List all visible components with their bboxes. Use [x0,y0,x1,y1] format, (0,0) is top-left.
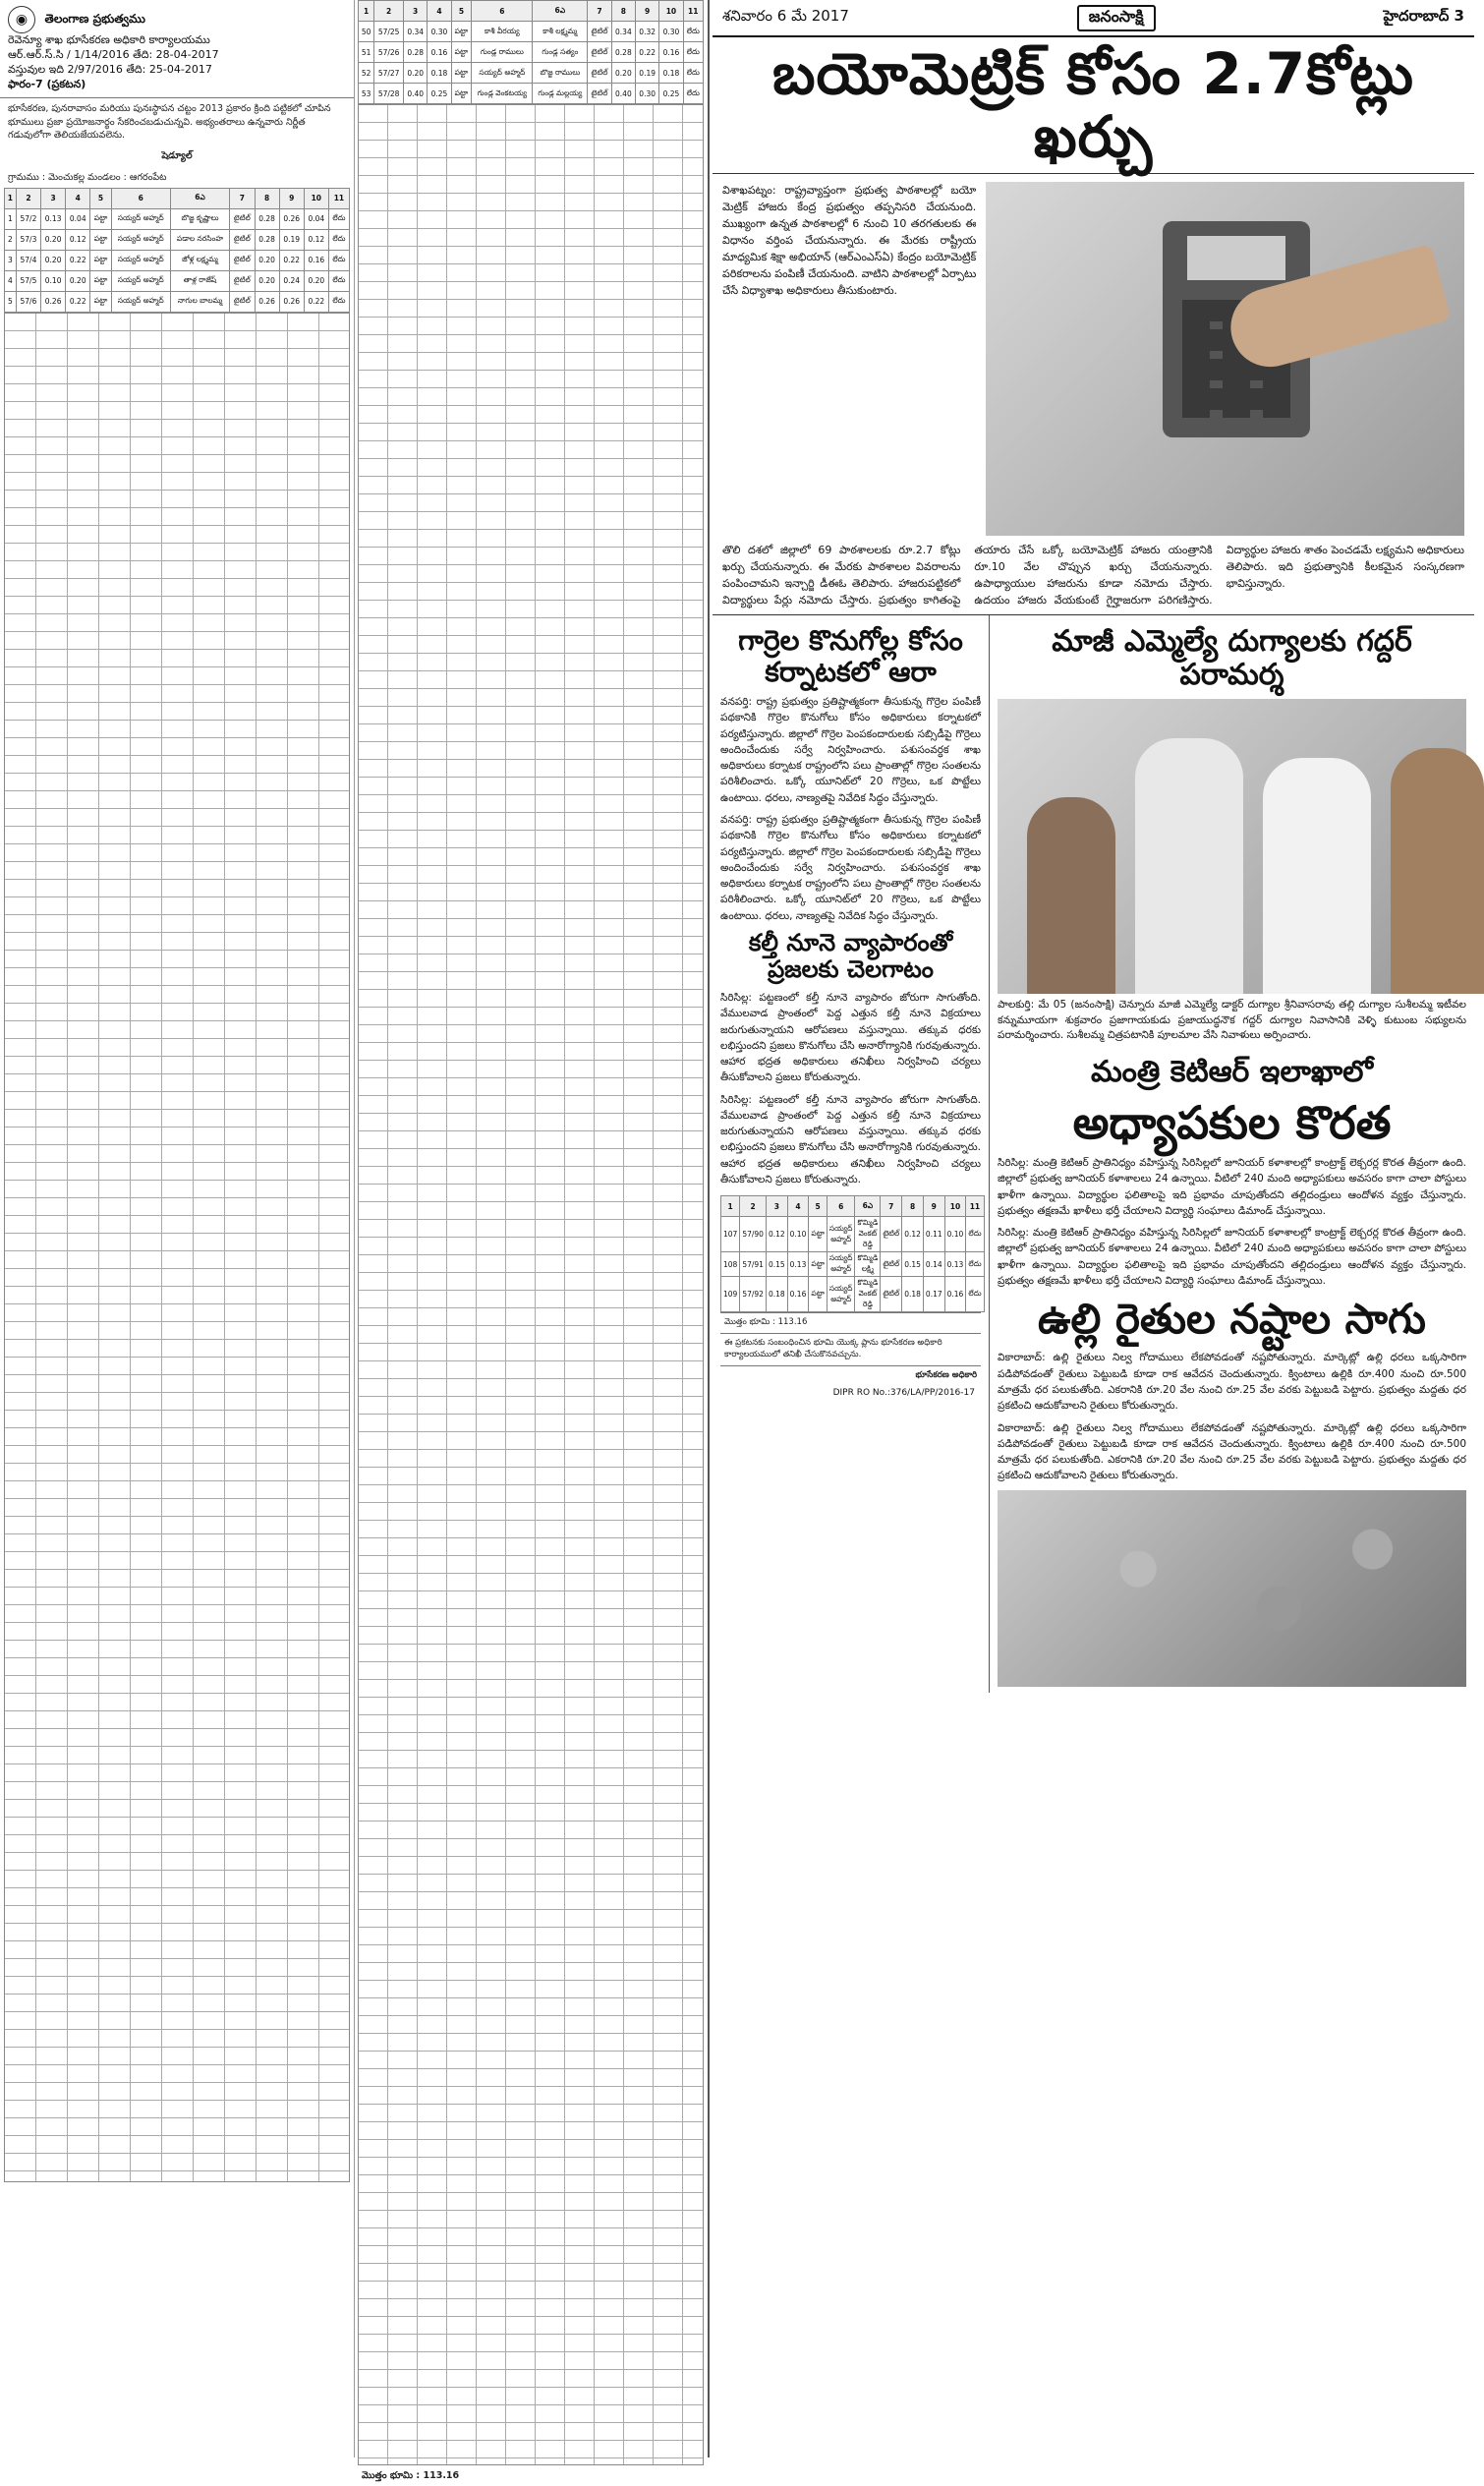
table-cell: గుండ్ల వెంకటయ్య [472,84,533,104]
table-cell: 57/92 [740,1277,767,1312]
col-header: 2 [16,188,40,208]
table-cell: టైటిల్ [230,229,255,250]
table-cell: పట్టా [451,84,472,104]
person-image [1263,758,1371,994]
col-header: 1 [5,188,17,208]
table-cell: 0.20 [404,63,428,84]
signature: భూసేకరణ అధికారి [720,1365,981,1386]
dipr-number: DIPR RO No.:376/LA/PP/2016-17 [832,1387,975,1398]
notice-header [0,0,354,98]
table-cell: 0.15 [766,1252,787,1277]
table-row [5,229,350,250]
table-cell: టైటిల్ [588,84,611,104]
story-teachers-headline-a: మంత్రి కెటిఆర్ ఇలాఖాలో [1090,1055,1374,1090]
table-cell: సయ్యద్ అహ్మద్ [827,1277,855,1312]
table-cell: 0.22 [304,291,328,312]
lower-right-column [990,615,1474,1693]
table-cell: జోళ్ల లక్ష్మమ్మ [170,250,229,270]
table-cell: పట్టా [90,270,111,291]
table-cell: సయ్యద్ అహ్మద్ [111,291,170,312]
table-cell: 52 [359,63,374,84]
table-cell: టైటిల్ [230,208,255,229]
table-cell: 0.13 [944,1252,966,1277]
person-image [1027,797,1115,994]
table-cell: టైటిల్ [881,1217,902,1252]
table-row [5,270,350,291]
table-cell: 0.10 [787,1217,809,1252]
story-biometric-lead: విశాఖపట్నం: రాష్ట్రవ్యాప్తంగా ప్రభుత్వ పాఠశాలల్లో బయో మెట్రిక్ హాజరు కేంద్ర ప్రభుత్వం తప్పనిసరి చేయనుంది. ముఖ్యంగా ఉన్నత పాఠశాలల్లో 6 నుంచి 10 తరగతులకు ఈ విధానం వర్తింప చేయనున్నారు. ఈ మేరకు రాష్ట్రీయ మాధ్యమిక శిక్షా అభియాన్ (ఆర్ఎంఎస్ఏ) కేంద్రం బయోమెట్రిక్ పరికరాలను పంపిణీ చేయనుంది. వాటిని పాఠశాలల్లో ఏర్పాటు చేసే విధ్యాశాఖ అధికారులు తీసుకుంటారు. [722,183,977,297]
col-header: 7 [881,1196,902,1217]
table-cell: టైటిల్ [588,63,611,84]
table-cell: లేదు [683,84,703,104]
table-cell: లేదు [683,22,703,42]
table-cell: 0.20 [41,229,66,250]
table-cell: సయ్యద్ అహ్మద్ [111,208,170,229]
place-page-number: హైదరాబాద్ 3 [1383,7,1464,25]
table-cell: 0.19 [636,63,659,84]
table-cell: 0.18 [659,63,683,84]
onion-photo [998,1490,1466,1687]
table-cell: 0.12 [902,1217,924,1252]
story-onion-body: వికారాబాద్: ఉల్లి రైతులు నిల్వ గోదాములు లేకపోవడంతో నష్టపోతున్నారు. మార్కెట్లో ఉల్లి ధరలు ఒక్కసారిగా పడిపోవడంతో రైతులు పెట్టుబడి కూడా రాక ఆవేదన చెందుతున్నారు. క్వింటాలు ఉల్లికి రూ.400 నుంచి రూ.500 మాత్రమే ధర పలుకుతోంది. ఎకరానికి రూ.20 వేల నుంచి రూ.25 వేల వరకు పెట్టుబడి పెట్టారు. ప్రభుత్వం మద్దతు ధర ప్రకటించి ఆదుకోవాలని రైతులు కోరుతున్నారు. [998,1352,1466,1413]
table-cell: 0.18 [428,63,451,84]
table-cell: 50 [359,22,374,42]
lower-left-column [713,615,990,1693]
story-onion-body-cont: వికారాబాద్: ఉల్లి రైతులు నిల్వ గోదాములు లేకపోవడంతో నష్టపోతున్నారు. మార్కెట్లో ఉల్లి ధరలు ఒక్కసారిగా పడిపోవడంతో రైతులు పెట్టుబడి కూడా రాక ఆవేదన చెందుతున్నారు. క్వింటాలు ఉల్లికి రూ.400 నుంచి రూ.500 మాత్రమే ధర పలుకుతోంది. ఎకరానికి రూ.20 వేల నుంచి రూ.25 వేల వరకు పెట్టుబడి పెట్టారు. ప్రభుత్వం మద్దతు ధర ప్రకటించి ఆదుకోవాలని రైతులు కోరుతున్నారు. [998,1421,1466,1482]
table-cell: 0.12 [66,229,90,250]
table-cell: 108 [721,1252,740,1277]
col-header: 6 [472,1,533,22]
col-header: 6 [111,188,170,208]
table-cell: 0.28 [255,229,279,250]
col-header: 11 [328,188,349,208]
story-onion-headline: ఉల్లి రైతుల నష్టాల సాగు [1038,1295,1426,1344]
table-cell: లేదు [966,1217,984,1252]
table-cell: 0.34 [404,22,428,42]
table-row [5,250,350,270]
col-header: 3 [404,1,428,22]
table-cell: 57/25 [374,22,404,42]
col-header: 7 [230,188,255,208]
issue-date: శనివారం 6 మే 2017 [722,7,849,25]
table-cell: 57/26 [374,42,404,63]
table-row [359,22,704,42]
story-teachers-body: సిరిసిల్ల: మంత్రి కెటిఆర్ ప్రాతినిధ్యం వహిస్తున్న సిరిసిల్లలో జూనియర్ కళాశాలల్లో కాంట్రాక్ట్ లెక్చరర్ల కొరత తీవ్రంగా ఉంది. జిల్లాలో ప్రభుత్వ జూనియర్ కళాశాలలు 24 ఉన్నాయి. వీటిలో 240 మంది అధ్యాపకులు అవసరం కాగా చాలా పోస్టులు ఖాళీగా ఉన్నాయి. విద్యార్థుల ఫలితాలపై ఇది ప్రభావం చూపుతోందని తల్లిదండ్రులు ఆందోళన వ్యక్తం చేస్తున్నారు. ప్రభుత్వం తక్షణమే ఖాళీలు భర్తీ చేయాలని విద్యార్థి సంఘాలు డిమాండ్ చేస్తున్నాయి. [998,1157,1466,1217]
table-cell: 0.22 [66,250,90,270]
middle-table-continued [358,104,704,2465]
table-cell: పట్టా [451,22,472,42]
table-cell: 3 [5,250,17,270]
table-cell: పట్టా [90,291,111,312]
table-cell: బొజ్జ రాములు [533,63,588,84]
table-cell: సయ్యద్ అహ్మద్ [111,250,170,270]
middle-total: మొత్తం భూమి : 113.16 [362,2470,460,2481]
table-row [721,1217,985,1252]
table-cell: లేదు [683,42,703,63]
table-cell: లేదు [683,63,703,84]
table-cell: 57/28 [374,84,404,104]
table-cell: 0.40 [611,84,635,104]
story-biometric [713,174,1474,536]
table-cell: కాశీ వీరయ్య [472,22,533,42]
table-cell: 0.22 [279,250,304,270]
col-header: 3 [766,1196,787,1217]
middle-table [358,0,704,104]
col-header: 4 [66,188,90,208]
notice-ref: ఆర్.ఆర్.స్.సి / 1/14/2016 తేది: 28-04-2017 [8,47,219,61]
table-cell: 0.16 [944,1277,966,1312]
table-cell: 0.10 [944,1217,966,1252]
table-row [721,1252,985,1277]
col-header: 2 [740,1196,767,1217]
table-cell: పట్టా [809,1252,828,1277]
table-cell: 0.16 [659,42,683,63]
table-cell: 0.10 [41,270,66,291]
table-cell: 0.15 [902,1252,924,1277]
table-cell: టైటిల్ [588,22,611,42]
notice-table [4,188,350,313]
table-cell: 109 [721,1277,740,1312]
table-cell: లేదు [328,250,349,270]
table-cell: 0.28 [255,208,279,229]
table-cell: 57/27 [374,63,404,84]
table-cell: పట్టా [90,208,111,229]
table-cell: 0.25 [659,84,683,104]
table-cell: 0.04 [304,208,328,229]
table-cell: 57/90 [740,1217,767,1252]
col-header: 4 [787,1196,809,1217]
table-cell: 0.20 [304,270,328,291]
col-header: 6ఎ [855,1196,881,1217]
table-row [359,84,704,104]
table-cell: 53 [359,84,374,104]
story-sheep-body: వనపర్తి: రాష్ట్ర ప్రభుత్వం ప్రతిష్టాత్మకంగా తీసుకున్న గొర్రెల పంపిణీ పథకానికి గొర్రెల కొనుగోలు కోసం అధికారులు కర్నాటకలో పర్యటిస్తున్నారు. జిల్లాలో గొర్రెల పెంపకందారులకు సబ్సిడీపై గొర్రెలు అందించేందుకు సర్వే నిర్వహించారు. పశుసంవర్ధక శాఖ అధికారులు కర్నాటక రాష్ట్రంలోని పలు ప్రాంతాల్లో గొర్రెల సంతలను పరిశీలించారు. ఒక్కో యూనిట్‌లో 20 గొర్రెలు, ఒక పొట్టేలు ఉంటాయి. ధరలు, నాణ్యతపై నివేదిక సిద్ధం చేస్తున్నారు. [720,696,981,804]
col-header: 11 [966,1196,984,1217]
newspaper-page [713,0,1474,2457]
table-cell: 5 [5,291,17,312]
table-cell: 0.13 [787,1252,809,1277]
table-cell: 0.34 [611,22,635,42]
table-cell: 0.04 [66,208,90,229]
table-row [5,291,350,312]
story-teachers-headline-b: అధ్యాపకుల కొరత [1072,1095,1392,1149]
col-header: 8 [902,1196,924,1217]
table-cell: 57/4 [16,250,40,270]
table-cell: కాశీ లక్ష్మమ్మ [533,22,588,42]
table-cell: సయ్యద్ అహ్మద్ [827,1217,855,1252]
table-cell: 0.12 [766,1217,787,1252]
table-cell: 57/6 [16,291,40,312]
col-header: 5 [90,188,111,208]
table-cell: లేదు [328,229,349,250]
col-header: 9 [279,188,304,208]
table-cell: లేదు [966,1252,984,1277]
table-cell: 0.11 [923,1217,944,1252]
col-header: 11 [683,1,703,22]
table-cell: లేదు [328,291,349,312]
table-cell: 0.14 [923,1252,944,1277]
table-cell: 51 [359,42,374,63]
table-cell: టైటిల్ [230,250,255,270]
table-cell: 0.26 [279,291,304,312]
notice-dept: రెవెన్యూ శాఖ భూసేకరణ అధికారి కార్యాలయము [8,33,210,46]
col-header: 1 [721,1196,740,1217]
table-cell: పడాల నరసింహ [170,229,229,250]
table-row [359,42,704,63]
table-row [5,208,350,229]
biometric-device-photo [986,182,1464,536]
col-header: 5 [451,1,472,22]
table-cell: 0.24 [279,270,304,291]
table-row [359,63,704,84]
table-cell: లేదు [328,270,349,291]
table-cell: టైటిల్ [881,1277,902,1312]
table-cell: 0.30 [659,22,683,42]
col-header: 5 [809,1196,828,1217]
story-gaddar-caption: పాలకుర్తి: మే 05 (జనంసాక్షి) చెన్నూరు మాజీ ఎమ్మెల్యే డాక్టర్ దుగ్యాల శ్రీనివాసరావు తల్లి దుగ్యాల సుశీలమ్మ ఇటీవల కన్నుమూయగా శుక్రవారం ప్రజాగాయకుడు ప్రజాయుద్ధనౌక గద్దర్ దుగ్యాల నివాసానికి వెళ్ళి కుటుంబ సభ్యులను పరామర్శించారు. సుశీలమ్మ చిత్రపటానికి పూలమాల వేసి నివాళులు అర్పించారు. [998,998,1466,1042]
newspaper-logo: జనంసాక్షి [1077,5,1156,31]
table-cell: బొజ్జ కృష్ణాలు [170,208,229,229]
table-cell: టైటిల్ [588,42,611,63]
table-cell: కొమ్మిడి వెంకట్ రెడ్డి [855,1217,881,1252]
table-cell: 57/91 [740,1252,767,1277]
table-total: మొత్తం భూమి : 113.16 [720,1312,981,1333]
table-cell: 0.30 [428,22,451,42]
story-sheep-headline: గార్రెల కొనుగోల్ల కోసం కర్నాటకలో ఆరా [738,623,963,688]
table-cell: 0.28 [404,42,428,63]
table-cell: లేదు [966,1277,984,1312]
table-note: ఈ ప్రకటనకు సంబంధించిన భూమి యొక్క ప్లాను భూసేకరణ అధికారి కార్యాలయములో తనిఖీ చేసుకొనవచ్చును. [720,1333,981,1365]
table-cell: సయ్యద్ అహ్మద్ [111,270,170,291]
col-header: 10 [944,1196,966,1217]
story-biometric-continued: తొలి దశలో జిల్లాలో 69 పాఠశాలలకు రూ.2.7 కోట్లు ఖర్చు చేయనున్నారు. ఈ మేరకు పాఠశాలల వివరాలను పంపించామని ఇన్చార్జి డీఈఓ తెలిపారు. హాజరుపట్టికలో విద్యార్థులు పేర్లు నమోదు చేస్తారు. ప్రభుత్వం కాగితంపై తయారు చేసే ఒక్కో బయోమెట్రిక్ హాజరు యంత్రానికి రూ.10 వేల చొప్పున ఖర్చు చేయనున్నారు. ఉపాధ్యాయుల హాజరును కూడా నమోదు చేస్తారు. ఉదయం హాజరు వేయకుంటే గైర్హాజరుగా పరిగణిస్తారు. విద్యార్థుల హాజరు శాతం పెంచడమే లక్ష్యమని అధికారులు తెలిపారు. ఇది ప్రభుత్వానికి కీలకమైన సంస్కరణగా భావిస్తున్నారు. [713,536,1474,615]
notice-table-continued [4,313,350,2182]
col-header: 1 [359,1,374,22]
notice-subtitle: షెడ్యూల్ [161,150,193,162]
table-cell: 0.32 [636,22,659,42]
table-cell: 57/2 [16,208,40,229]
table-cell: 0.26 [279,208,304,229]
table-cell: టైటిల్ [230,270,255,291]
notice-govt: తెలంగాణ ప్రభుత్వము [44,12,145,26]
table-cell: 0.17 [923,1277,944,1312]
table-row [721,1277,985,1312]
table-cell: టైటిల్ [881,1252,902,1277]
table-cell: కొమ్మిడి వెంకట్ రెడ్డి [855,1277,881,1312]
col-header: 10 [304,188,328,208]
notice-form-title: ఫారం-7 (ప్రకటన) [8,77,86,90]
col-header: 2 [374,1,404,22]
table-cell: నాగుల బాలమ్మ [170,291,229,312]
col-header: 8 [611,1,635,22]
col-header: 6 [827,1196,855,1217]
story-oil-headline: కల్తీ నూనె వ్యాపారంతో ప్రజలకు చెలగాటం [748,928,953,984]
table-cell: పట్టా [451,63,472,84]
table-cell: 0.19 [279,229,304,250]
story-oil-body-cont: సిరిసిల్ల: పట్టణంలో కల్తీ నూనె వ్యాపారం జోరుగా సాగుతోంది. వేములవాడ ప్రాంతంలో పెద్ద ఎత్తున కల్తీ నూనె విక్రయాలు జరుగుతున్నాయని ఆరోపణలు వస్తున్నాయి. తక్కువ ధరకు లభిస్తుందని ప్రజలు కొనుగోలు చేసి అనారోగ్యానికి గురవుతున్నారు. ఆహార భద్రత అధికారులు తనిఖీలు నిర్వహించి చర్యలు తీసుకోవాలని ప్రజలు కోరుతున్నారు. [720,1093,981,1185]
table-cell: 0.22 [636,42,659,63]
table-cell: 0.20 [611,63,635,84]
table-cell: 0.12 [304,229,328,250]
gazette-table-middle [354,0,710,2481]
table-cell: పట్టా [809,1217,828,1252]
table-cell: 0.20 [66,270,90,291]
gaddar-photo [998,699,1466,994]
table-cell: 0.28 [611,42,635,63]
table-cell: 0.20 [255,250,279,270]
col-header: 3 [41,188,66,208]
state-emblem-icon: ◉ [8,6,35,33]
lower-section [713,615,1474,1693]
col-header: 4 [428,1,451,22]
table-cell: గుండ్ల సత్యం [533,42,588,63]
table-cell: 0.16 [787,1277,809,1312]
col-header: 9 [636,1,659,22]
table-cell: సయ్యద్ అహ్మద్ [827,1252,855,1277]
continued-land-table [720,1195,985,1312]
masthead [713,0,1474,37]
gazette-notice-left [0,0,355,2457]
story-sheep-body-cont: వనపర్తి: రాష్ట్ర ప్రభుత్వం ప్రతిష్టాత్మకంగా తీసుకున్న గొర్రెల పంపిణీ పథకానికి గొర్రెల కొనుగోలు కోసం అధికారులు కర్నాటకలో పర్యటిస్తున్నారు. జిల్లాలో గొర్రెల పెంపకందారులకు సబ్సిడీపై గొర్రెలు అందించేందుకు సర్వే నిర్వహించారు. పశుసంవర్ధక శాఖ అధికారులు కర్నాటక రాష్ట్రంలోని పలు ప్రాంతాల్లో గొర్రెల సంతలను పరిశీలించారు. ఒక్కో యూనిట్‌లో 20 గొర్రెలు, ఒక పొట్టేలు ఉంటాయి. ధరలు, నాణ్యతపై నివేదిక సిద్ధం చేస్తున్నారు. [720,814,981,922]
table-cell: 0.20 [255,270,279,291]
table-cell: 0.30 [636,84,659,104]
table-cell: 0.26 [41,291,66,312]
col-header: 6ఎ [170,188,229,208]
col-header: 8 [255,188,279,208]
table-cell: పట్టా [451,42,472,63]
story-teachers-body-cont: సిరిసిల్ల: మంత్రి కెటిఆర్ ప్రాతినిధ్యం వహిస్తున్న సిరిసిల్లలో జూనియర్ కళాశాలల్లో కాంట్రాక్ట్ లెక్చరర్ల కొరత తీవ్రంగా ఉంది. జిల్లాలో ప్రభుత్వ జూనియర్ కళాశాలలు 24 ఉన్నాయి. వీటిలో 240 మంది అధ్యాపకులు అవసరం కాగా చాలా పోస్టులు ఖాళీగా ఉన్నాయి. విద్యార్థుల ఫలితాలపై ఇది ప్రభావం చూపుతోందని తల్లిదండ్రులు ఆందోళన వ్యక్తం చేస్తున్నారు. ప్రభుత్వం తక్షణమే ఖాళీలు భర్తీ చేయాలని విద్యార్థి సంఘాలు డిమాండ్ చేస్తున్నాయి. [998,1227,1466,1287]
person-image [1135,738,1243,994]
table-cell: 4 [5,270,17,291]
table-cell: 57/5 [16,270,40,291]
table-cell: 0.26 [255,291,279,312]
table-cell: పట్టా [90,250,111,270]
table-cell: 2 [5,229,17,250]
notice-ref2: వస్తువుల ఇది 2/97/2016 తేది: 25-04-2017 [8,62,212,76]
table-cell: గుండ్ల మల్లయ్య [533,84,588,104]
table-cell: గుండ్ల రాములు [472,42,533,63]
col-header: 6ఎ [533,1,588,22]
table-cell: 57/3 [16,229,40,250]
table-cell: 0.16 [428,42,451,63]
table-cell: సయ్యద్ అహ్మద్ [472,63,533,84]
table-cell: 1 [5,208,17,229]
story-biometric-headline: బయోమెట్రిక్ కోసం 2.7కోట్లు ఖర్చు [713,37,1474,174]
col-header: 7 [588,1,611,22]
table-cell: టైటిల్ [230,291,255,312]
story-gaddar-headline: మాజీ ఎమ్మెల్యే దుగ్యాలకు గద్దర్ పరామర్శ [1052,623,1412,693]
table-cell: కొమ్మిడి లక్ష్మి [855,1252,881,1277]
notice-village: గ్రామము : మెంచుకల్ల మండలం : ఆగరంపేట [8,171,167,183]
table-cell: తాళ్ల రాజేష్ [170,270,229,291]
table-cell: 0.40 [404,84,428,104]
person-image [1391,748,1484,994]
table-cell: 0.22 [66,291,90,312]
table-cell: 0.25 [428,84,451,104]
col-header: 10 [659,1,683,22]
table-cell: 0.18 [902,1277,924,1312]
table-cell: లేదు [328,208,349,229]
notice-body: భూసేకరణ, పునరావాసం మరియు పునఃస్థాపన చట్టం 2013 ప్రకారం క్రింది పట్టికలో చూపిన భూములు ప్రజా ప్రయోజనార్థం సేకరించబడుచున్నవి. అభ్యంతరాలు ఉన్నవారు నిర్ణీత గడువులోగా తెలియజేయవలెను. [8,103,331,141]
story-oil-body: సిరిసిల్ల: పట్టణంలో కల్తీ నూనె వ్యాపారం జోరుగా సాగుతోంది. వేములవాడ ప్రాంతంలో పెద్ద ఎత్తున కల్తీ నూనె విక్రయాలు జరుగుతున్నాయని ఆరోపణలు వస్తున్నాయి. తక్కువ ధరకు లభిస్తుందని ప్రజలు కొనుగోలు చేసి అనారోగ్యానికి గురవుతున్నారు. ఆహార భద్రత అధికారులు తనిఖీలు నిర్వహించి చర్యలు తీసుకోవాలని ప్రజలు కోరుతున్నారు. [720,992,981,1084]
table-cell: 0.20 [41,250,66,270]
table-cell: 0.18 [766,1277,787,1312]
col-header: 9 [923,1196,944,1217]
table-cell: పట్టా [809,1277,828,1312]
table-cell: 0.13 [41,208,66,229]
table-cell: 0.16 [304,250,328,270]
table-cell: పట్టా [90,229,111,250]
table-cell: సయ్యద్ అహ్మద్ [111,229,170,250]
table-cell: 107 [721,1217,740,1252]
